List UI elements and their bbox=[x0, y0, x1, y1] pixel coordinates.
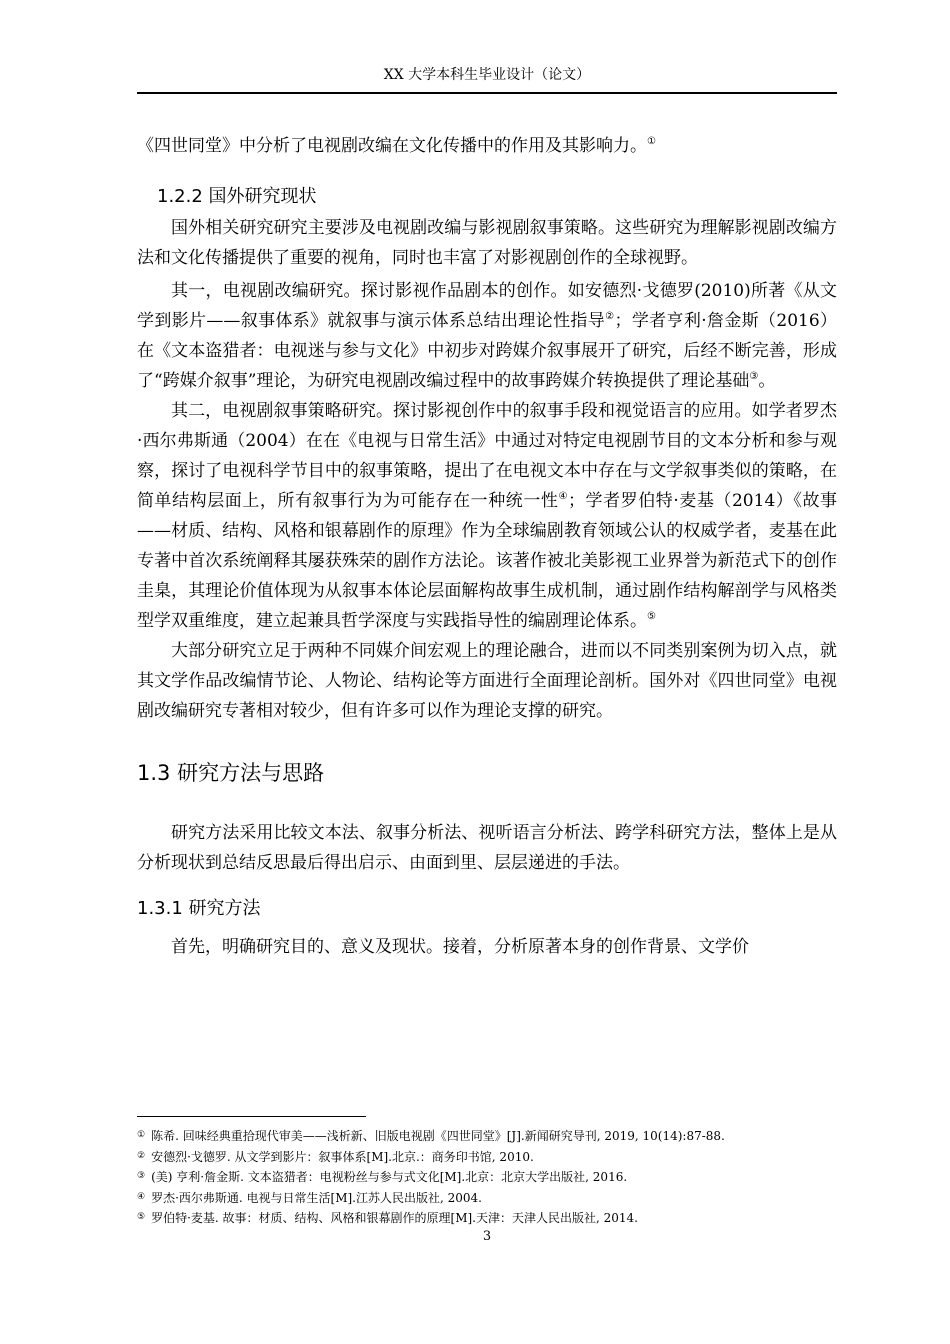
footnote-mark: ④ bbox=[137, 1191, 146, 1202]
footnote-mark: ⑤ bbox=[137, 1212, 146, 1222]
footnote-item bbox=[137, 1167, 837, 1188]
footnote-ref[interactable]: ② bbox=[605, 311, 615, 322]
paragraph-text: 其一，电视剧改编研究。探讨影视作品剧本的创作。如安德烈·戈德罗(2010)所著《从文学到影片——叙事体系》就叙事与演示体系总结出理论性指导 bbox=[137, 281, 837, 331]
footnote-ref[interactable]: ① bbox=[647, 136, 656, 147]
header-rule bbox=[137, 92, 837, 94]
footnote-text: 安德烈·戈德罗. 从文学到影片：叙事体系[M].北京.：商务印书馆, 2010. bbox=[151, 1149, 534, 1164]
footnote-item bbox=[137, 1147, 837, 1168]
footnote-ref[interactable]: ⑤ bbox=[647, 611, 656, 622]
paragraph-text: 。 bbox=[758, 371, 776, 391]
footnote-mark: ③ bbox=[137, 1171, 146, 1181]
paragraph bbox=[137, 396, 837, 636]
page-number: 3 bbox=[482, 1229, 492, 1244]
running-header: XX 大学本科生毕业设计（论文） bbox=[383, 67, 591, 83]
paragraph-continued bbox=[137, 131, 837, 161]
paragraph: 国外相关研究研究主要涉及电视剧改编与影视剧叙事策略。这些研究为理解影视剧改编方法和文化传播提供了重要的视角，同时也丰富了对影视剧创作的全球视野。 bbox=[137, 218, 837, 268]
footnote-ref[interactable]: ③ bbox=[749, 371, 759, 382]
paragraph-text: ；学者亨利·詹金斯（2016）在《文本盗猎者：电视迷与参与文化》中初步对跨媒介叙事展开了研究，后经不断完善，形成了“跨媒介叙事”理论，为研究电视剧改编过程中的故事跨媒介转换提供了理论基础 bbox=[137, 311, 838, 391]
footnote-mark: ① bbox=[137, 1130, 146, 1140]
paragraph: 研究方法采用比较文本法、叙事分析法、视听语言分析法、跨学科研究方法，整体上是从分析现状到总结反思最后得出启示、由面到里、层层递进的手法。 bbox=[137, 823, 837, 873]
body-text bbox=[137, 131, 837, 962]
footnote-item bbox=[137, 1188, 837, 1209]
section-heading-1-3: 1.3 研究方法与思路 bbox=[137, 761, 325, 785]
footnote-text: 罗杰·西尔弗斯通. 电视与日常生活[M].江苏人民出版社, 2004. bbox=[151, 1190, 482, 1205]
paragraph-text: ；学者罗伯特·麦基（2014）《故事——材质、结构、风格和银幕剧作的原理》作为全球编剧教育领域公认的权威学者，麦基在此专著中首次系统阐释其屡获殊荣的剧作方法论。该著作被北美影视工业界誉为新范式下的创作圭臬，其理论价值体现为从叙事本体论层面解构故事生成机制，通过剧作结构解剖学与风格类型学双重维度，建立起兼具哲学深度与实践指导性的编剧理论体系。 bbox=[137, 491, 837, 631]
paragraph: 大部分研究立足于两种不同媒介间宏观上的理论融合，进而以不同类别案例为切入点，就其文学作品改编情节论、人物论、结构论等方面进行全面理论剖析。国外对《四世同堂》电视剧改编研究专著相对较少，但有许多可以作为理论支撑的研究。 bbox=[137, 641, 837, 721]
footnote-item bbox=[137, 1208, 837, 1229]
paragraph-text: 其二，电视剧叙事策略研究。探讨影视创作中的叙事手段和视觉语言的应用。如学者罗杰·西尔弗斯通（2004）在在《电视与日常生活》中通过对特定电视剧节目的文本分析和参与观察，探讨了电视科学节目中的叙事策略，提出了在电视文本中存在与文学叙事类似的策略，在简单结构层面上，所有叙事行为为可能存在一种统一性 bbox=[137, 401, 837, 511]
paragraph bbox=[137, 276, 837, 396]
footnote-mark: ② bbox=[137, 1150, 146, 1161]
section-heading-1-2-2: 1.2.2 国外研究现状 bbox=[157, 186, 317, 207]
footnote-text: 陈希. 回味经典重拾现代审美——浅析新、旧版电视剧《四世同堂》[J].新闻研究导刊, 2019, 10(14):87-88. bbox=[151, 1129, 725, 1143]
footnote-ref[interactable]: ④ bbox=[558, 491, 568, 502]
paragraph-text: 《四世同堂》中分析了电视剧改编在文化传播中的作用及其影响力。 bbox=[137, 136, 647, 156]
footnote-text: (美) 亨利·詹金斯. 文本盗猎者：电视粉丝与参与式文化[M].北京：北京大学出版社, 2016. bbox=[151, 1170, 628, 1184]
section-heading-1-3-1: 1.3.1 研究方法 bbox=[137, 898, 261, 919]
footnote-item bbox=[137, 1126, 837, 1147]
paragraph: 首先，明确研究目的、意义及现状。接着，分析原著本身的创作背景、文学价 bbox=[171, 937, 749, 957]
footnote-text: 罗伯特·麦基. 故事：材质、结构、风格和银幕剧作的原理[M].天津：天津人民出版社, 2014. bbox=[151, 1211, 638, 1225]
footnotes bbox=[137, 1126, 837, 1229]
footnote-separator bbox=[137, 1116, 366, 1117]
